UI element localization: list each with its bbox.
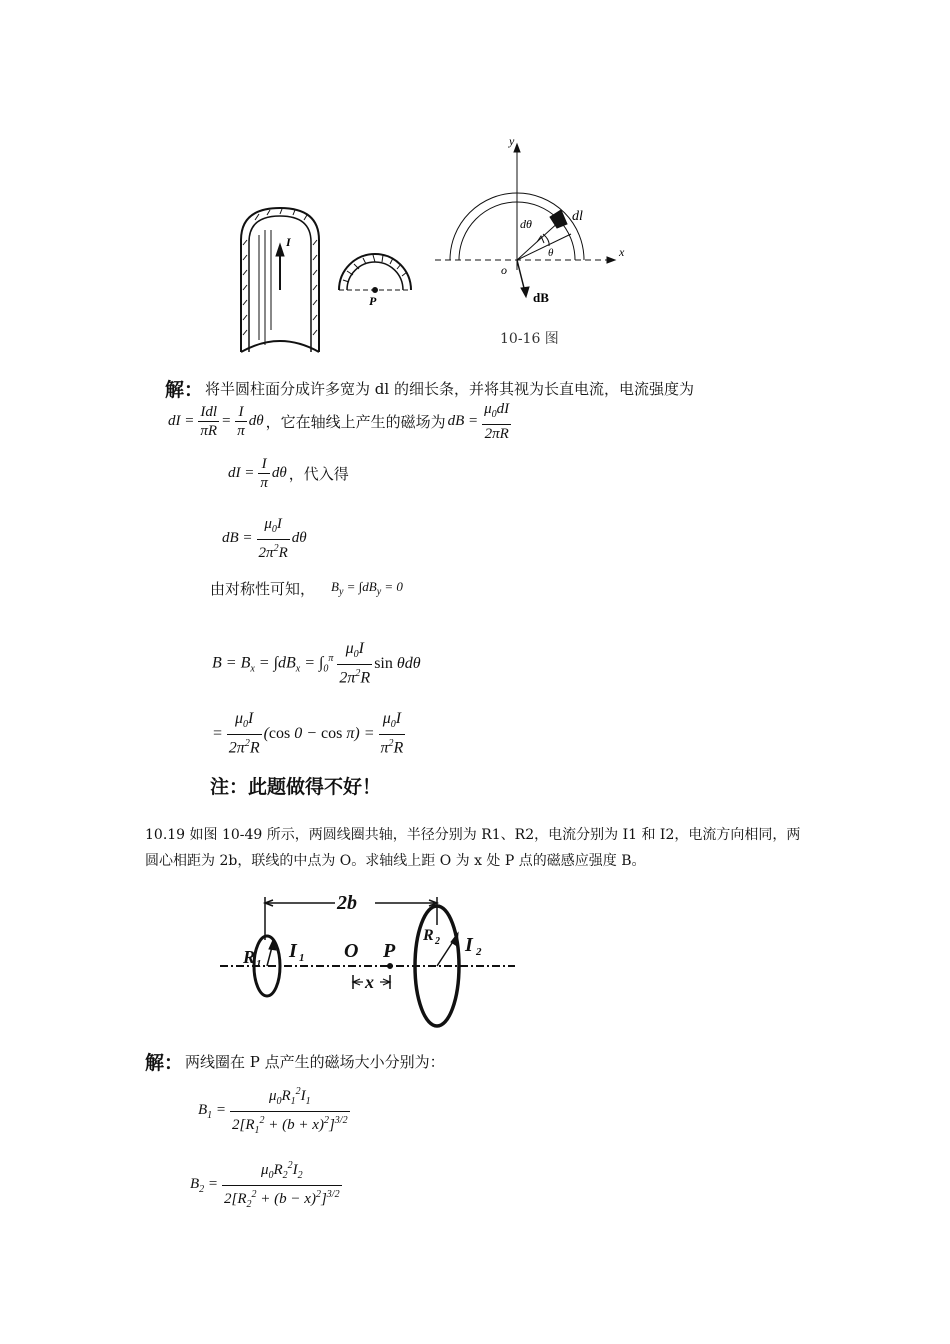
radius-label-R2-sub: 2 <box>435 936 440 947</box>
center-label-O: O <box>344 940 359 962</box>
field-label-dB: dB <box>533 290 549 305</box>
radius-label-R2: R <box>423 927 434 944</box>
current-label-I2-sub: 2 <box>476 946 482 958</box>
current-label-I2: I <box>465 934 473 956</box>
solution2-label: 解： <box>145 1052 184 1074</box>
current-label-I1-sub: 1 <box>299 952 305 964</box>
solution1-intro: 将半圆柱面分成许多宽为 dl 的细长条，并将其视为长直电流，电流强度为 <box>205 380 694 398</box>
equation-dI-dB: dI = $\frac{\text{Idl}}{\pi R}$ = $\frac{I}{\pi}$ dθ ，它在轴线上产生的磁场为 dB = $\frac{\mu_0dI}{2\pi R}$ <box>168 401 510 442</box>
problem-10-19-text: 10.19 如图 10-49 所示，两圆线圈共轴，半径分别为 R1、R2，电流分别为 I1 和 I2，电流方向相同，两圆心相距为 2b，联线的中点为 O。求轴线上距 O 为 x 处 P 点的磁感应强度 B。 <box>145 827 801 869</box>
solution1-line3-text: ，代入得 <box>288 465 349 483</box>
symmetry-line: 由对称性可知， $B_y = \int dB_y = 0$ <box>210 579 403 598</box>
equation-B1: $B_1$ = $\frac{\mu_0R_1^2I_1}{2[R_1^2 + (b + x)^2]^{3/2}}$ <box>198 1083 352 1140</box>
current-label-I1: I <box>289 940 297 962</box>
radius-label-R1: R <box>243 947 256 967</box>
angle-label-dtheta: dθ <box>520 217 532 231</box>
half-cylinder-drawing <box>241 208 319 352</box>
current-label-I: I <box>286 235 291 249</box>
figure-caption: 10-16 图 <box>500 331 559 347</box>
solution1-intro-line <box>165 375 696 402</box>
solution2-intro-line <box>145 1048 447 1075</box>
symmetry-text: 由对称性可知， <box>210 580 316 598</box>
solution-label: 解： <box>165 379 204 401</box>
equation-B-integral: $B = B_x = \int dB_x = \int_0^\pi$ $\frac{\mu_0I}{2\pi^2R}$ sin θdθ <box>212 640 421 687</box>
point-label-P: P <box>383 940 396 962</box>
angle-label-theta: θ <box>548 247 554 259</box>
point-label-P: P <box>369 294 377 308</box>
cross-section-semicircle <box>339 254 411 292</box>
figure-10-16 <box>225 130 645 360</box>
distance-label-x: x <box>365 972 374 992</box>
solution2-intro: 两线圈在 P 点产生的磁场大小分别为： <box>185 1053 445 1071</box>
axis-label-y: y <box>509 134 515 148</box>
element-label-dl: dl <box>572 209 583 224</box>
solution1-note: 注：此题做得不好！ <box>210 776 382 798</box>
radius-label-R1-sub: 1 <box>256 958 262 970</box>
equation-B-final: = $\frac{\mu_0I}{2\pi^2R}$ (cos 0 − cos π) = $\frac{\mu_0I}{\pi^2R}$ <box>212 710 404 757</box>
solution1-line2-text: ，它在轴线上产生的磁场为 <box>265 413 446 431</box>
figure-10-49 <box>215 885 520 1035</box>
equation-B2: $B_2$ = $\frac{\mu_0R_2^2I_2}{2[R_2^2 + (b - x)^2]^{3/2}}$ <box>190 1157 344 1214</box>
equation-dB-result: dB = $\frac{\mu_0I}{2\pi^2R}$ dθ <box>222 516 307 561</box>
distance-label-2b: 2b <box>337 892 357 914</box>
axis-label-x: x <box>619 245 625 259</box>
origin-label-o: o <box>501 263 507 277</box>
equation-dI-substitute: dI = $\frac{I}{\pi}$ dθ ，代入得 <box>228 456 349 491</box>
